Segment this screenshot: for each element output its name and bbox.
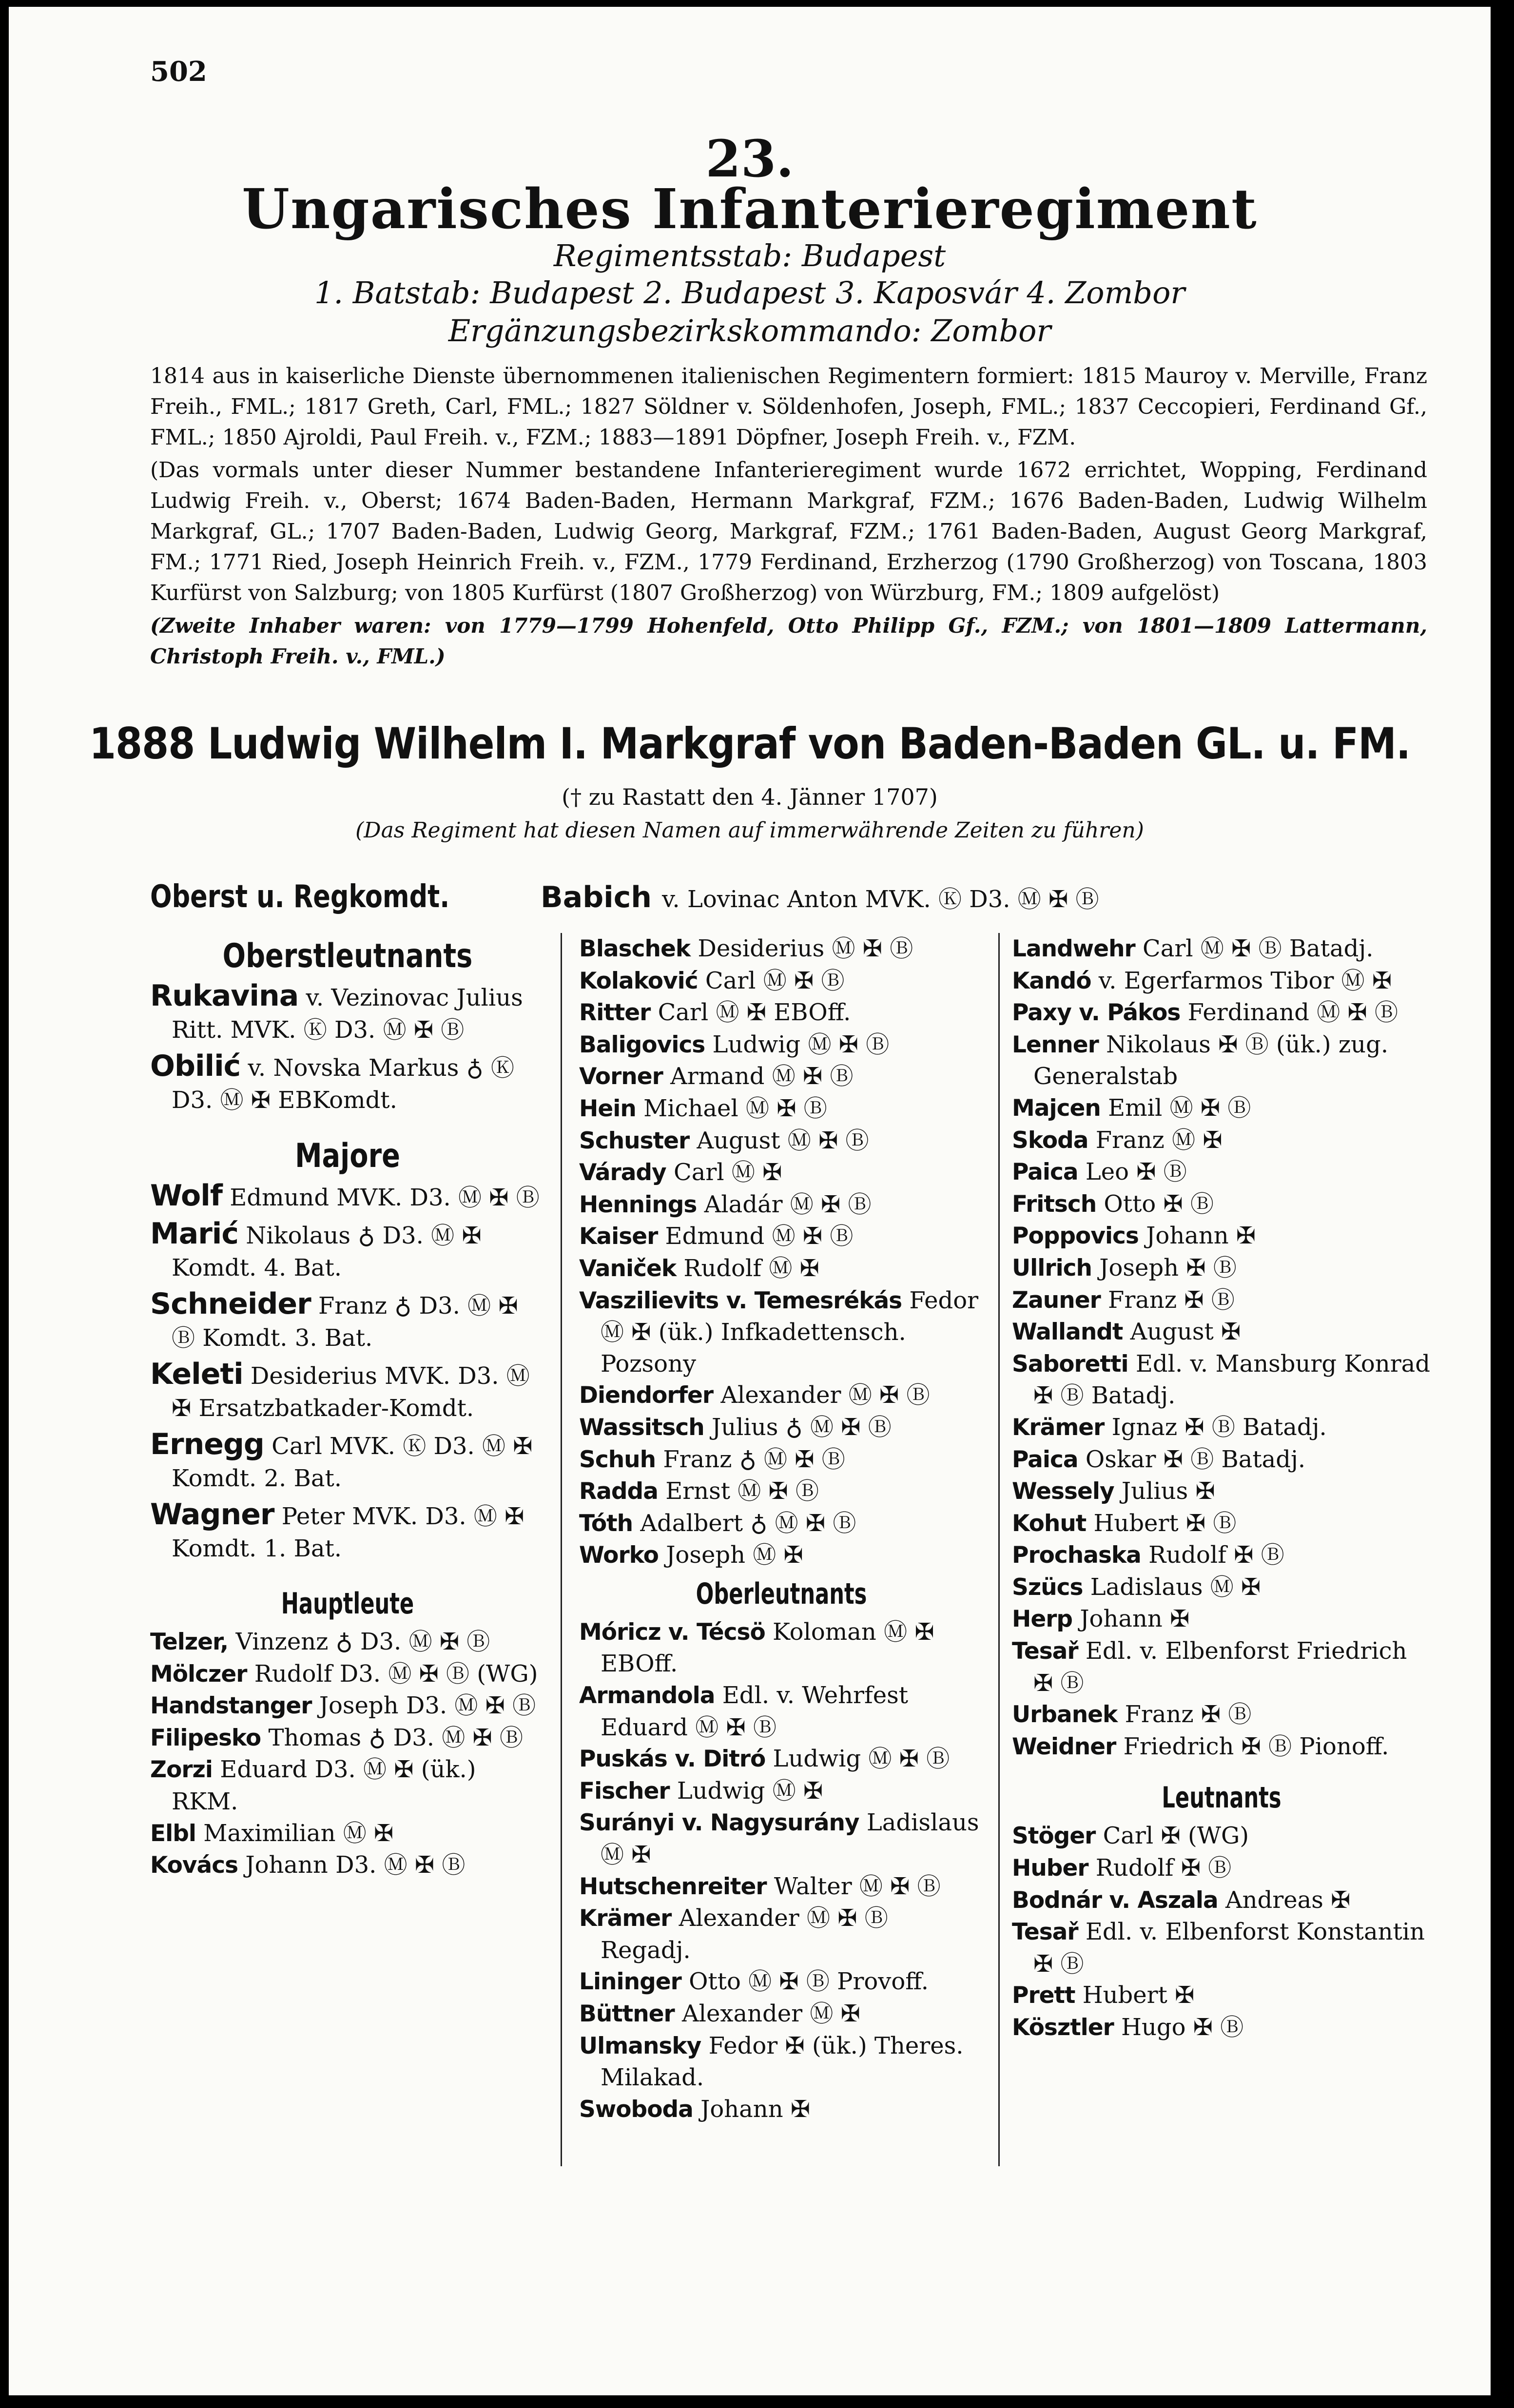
officer-details: Thomas ♁ D3. Ⓜ ✠ Ⓑ bbox=[268, 1724, 523, 1751]
officer-surname: Rukavina bbox=[150, 979, 299, 1013]
officer-details: Ferdinand Ⓜ ✠ Ⓑ bbox=[1187, 999, 1398, 1027]
officer-entry bbox=[1012, 933, 1431, 965]
column-2 bbox=[579, 933, 984, 2125]
officer-entry bbox=[579, 997, 984, 1029]
officer-entry bbox=[1012, 1125, 1431, 1157]
officer-entry bbox=[1012, 965, 1431, 997]
district-line: Ergänzungsbezirkskommando: Zombor bbox=[448, 313, 1051, 349]
inhaber-heading: 1888 Ludwig Wilhelm I. Markgraf von Baden-Baden GL. u. FM. bbox=[89, 719, 1411, 769]
officer-details: v. Egerfarmos Tibor Ⓜ ✠ bbox=[1098, 967, 1392, 994]
officer-surname: Wallandt bbox=[1012, 1319, 1123, 1346]
died-note: († zu Rastatt den 4. Jänner 1707) bbox=[562, 784, 938, 810]
officer-surname: Kovács bbox=[150, 1852, 238, 1879]
officer-surname: Armandola bbox=[579, 1682, 715, 1709]
officer-surname: Surányi v. Nagysurány bbox=[579, 1809, 859, 1837]
officer-details: Carl Ⓜ ✠ Ⓑ bbox=[705, 967, 845, 994]
section-title-oberstleutnants: Oberstleutnants bbox=[222, 937, 473, 975]
history-paragraph: (Zweite Inhaber waren: von 1779—1799 Hohenfeld, Otto Philipp Gf., FZM.; von 1801—1809 Lattermann, Christoph Freih. v., FML.) bbox=[150, 614, 1427, 668]
list-oberstleutnants bbox=[150, 980, 545, 1116]
officer-surname: Schuh bbox=[579, 1446, 656, 1473]
officer-details: Nikolaus ✠ Ⓑ (ük.) zug. Generalstab bbox=[1033, 1030, 1389, 1090]
column-divider bbox=[561, 933, 562, 2166]
officer-surname: Kösztler bbox=[1012, 2014, 1114, 2041]
officer-entry bbox=[579, 1539, 984, 1572]
officer-surname: Worko bbox=[579, 1542, 659, 1569]
officer-entry bbox=[579, 1871, 984, 1903]
officer-surname: Vaszilievits v. Temesrékás bbox=[579, 1287, 902, 1314]
officer-details: Ignaz ✠ Ⓑ Batadj. bbox=[1111, 1413, 1327, 1441]
officer-surname: Telzer, bbox=[150, 1629, 229, 1655]
officer-details: v. Vezinovac Julius Ritt. MVK. Ⓚ D3. Ⓜ ✠ Ⓑ bbox=[172, 984, 523, 1044]
officer-details: Ernst Ⓜ ✠ Ⓑ bbox=[665, 1477, 819, 1505]
officer-details: Carl Ⓜ ✠ bbox=[673, 1159, 782, 1186]
list-oberleutnants-cont bbox=[1012, 933, 1431, 1763]
officer-surname: Marić bbox=[150, 1217, 238, 1251]
officer-entry bbox=[150, 1849, 545, 1882]
officer-surname: Ulmansky bbox=[579, 2032, 701, 2059]
officer-surname: Schuster bbox=[579, 1127, 690, 1154]
officer-entry bbox=[150, 1754, 545, 1817]
officer-entry bbox=[1012, 1635, 1431, 1699]
officer-details: Koloman Ⓜ ✠ EBOff. bbox=[601, 1618, 934, 1678]
officer-surname: Tesař bbox=[1012, 1919, 1078, 1946]
officer-surname: Fritsch bbox=[1012, 1190, 1097, 1218]
column-1 bbox=[150, 933, 545, 1882]
column-3 bbox=[1012, 933, 1431, 2044]
officer-surname: Szücs bbox=[1012, 1573, 1083, 1601]
list-majore bbox=[150, 1180, 545, 1565]
officer-details: Joseph ✠ Ⓑ bbox=[1099, 1254, 1237, 1282]
officer-details: Fedor Ⓜ ✠ (ük.) Infkadettensch. Pozsony bbox=[601, 1286, 979, 1378]
officer-surname: Hutschenreiter bbox=[579, 1873, 767, 1900]
officer-entry bbox=[150, 980, 545, 1046]
officer-surname: Lininger bbox=[579, 1968, 681, 1996]
officer-surname: Vorner bbox=[579, 1063, 663, 1090]
officer-details: Hubert ✠ bbox=[1082, 1981, 1195, 2009]
officer-details: Carl ✠ (WG) bbox=[1103, 1822, 1249, 1850]
officer-details: Maximilian Ⓜ ✠ bbox=[203, 1819, 394, 1847]
officer-details: Rudolf ✠ Ⓑ bbox=[1095, 1854, 1232, 1882]
officer-surname: Fischer bbox=[579, 1777, 670, 1805]
officer-surname: Tóth bbox=[579, 1510, 633, 1537]
officer-surname: Hein bbox=[579, 1095, 636, 1122]
officer-surname: Elbl bbox=[150, 1820, 196, 1847]
officer-surname: Krämer bbox=[579, 1905, 672, 1932]
officer-entry bbox=[1012, 1220, 1431, 1252]
officer-surname: Prett bbox=[1012, 1982, 1075, 2009]
officer-surname: Paxy v. Pákos bbox=[1012, 999, 1181, 1027]
officer-surname: Tesař bbox=[1012, 1638, 1078, 1665]
officer-surname: Hennings bbox=[579, 1191, 697, 1218]
officer-entry bbox=[1012, 1284, 1431, 1317]
officer-entry bbox=[150, 1050, 545, 1116]
officer-details: August Ⓜ ✠ Ⓑ bbox=[697, 1126, 869, 1154]
officer-surname: Diendorfer bbox=[579, 1382, 714, 1409]
section-title-majore: Majore bbox=[295, 1137, 400, 1175]
officer-surname: Baligovics bbox=[579, 1031, 705, 1058]
officer-details: Johann D3. Ⓜ ✠ Ⓑ bbox=[245, 1851, 466, 1879]
officer-surname: Zauner bbox=[1012, 1286, 1101, 1314]
officer-surname: Huber bbox=[1012, 1855, 1088, 1882]
officer-surname: Majcen bbox=[1012, 1094, 1101, 1122]
officer-surname: Puskás v. Ditró bbox=[579, 1746, 766, 1773]
officer-details: Joseph D3. Ⓜ ✠ Ⓑ bbox=[319, 1692, 536, 1720]
officer-entry bbox=[579, 1253, 984, 1285]
officer-details: Adalbert ♁ Ⓜ ✠ Ⓑ bbox=[640, 1509, 856, 1537]
battalions-line: 1. Batstab: Budapest 2. Budapest 3. Kaposvár 4. Zombor bbox=[314, 275, 1185, 311]
officer-surname: Wessely bbox=[1012, 1478, 1114, 1505]
officer-entry bbox=[150, 1658, 545, 1690]
officer-details: Ladislaus Ⓜ ✠ bbox=[1090, 1573, 1261, 1601]
officer-surname: Wagner bbox=[150, 1497, 274, 1532]
history-paragraph: 1814 aus in kaiserliche Dienste übernommenen italienischen Regimentern formiert: 1815 Mauroy v. Merville, Franz Freih., FML.; 1817 Greth, Carl, FML.; 1827 Söldner v. Söldenhofen, Joseph, FML.; 1837 Ceccopieri, Ferdinand Gf., FML.; 1850 Ajroldi, Paul Freih. v., FZM.; 1883—1891 Döpfner, Joseph Freih. v., FZM. bbox=[150, 364, 1427, 450]
officer-surname: Móricz v. Técsö bbox=[579, 1618, 765, 1646]
officer-surname: Schneider bbox=[150, 1287, 311, 1321]
officer-entry bbox=[579, 1807, 984, 1870]
officer-details: Johann ✠ bbox=[1080, 1605, 1190, 1633]
officer-surname: Kohut bbox=[1012, 1510, 1087, 1537]
officer-details: Friedrich ✠ Ⓑ Pionoff. bbox=[1123, 1732, 1389, 1760]
officer-details: Johann ✠ bbox=[700, 2095, 811, 2123]
officer-surname: Mölczer bbox=[150, 1660, 247, 1688]
officer-surname: Radda bbox=[579, 1478, 658, 1505]
page bbox=[9, 7, 1491, 2395]
officer-entry bbox=[579, 1998, 984, 2030]
officer-details: Desiderius MVK. D3. Ⓜ ✠ Ersatzbatkader-Komdt. bbox=[172, 1362, 530, 1422]
officer-entry bbox=[1012, 1156, 1431, 1188]
officer-entry bbox=[150, 1358, 545, 1424]
officer-details: Hubert ✠ Ⓑ bbox=[1093, 1509, 1237, 1537]
section-title-hauptleute: Hauptleute bbox=[281, 1587, 414, 1621]
section-title-leutnants: Leutnants bbox=[1162, 1781, 1281, 1815]
staff-line: Regimentsstab: Budapest bbox=[553, 238, 946, 273]
officer-entry bbox=[579, 1125, 984, 1157]
officer-details: Carl Ⓜ ✠ Ⓑ Batadj. bbox=[1142, 935, 1374, 962]
regiment-title: Ungarisches Infanterieregiment bbox=[242, 177, 1258, 241]
officer-surname: Wassitsch bbox=[579, 1414, 704, 1441]
officer-details: Oskar ✠ Ⓑ Batadj. bbox=[1085, 1445, 1306, 1473]
officer-surname: Lenner bbox=[1012, 1031, 1099, 1058]
officer-entry bbox=[1012, 997, 1431, 1029]
officer-entry bbox=[150, 1288, 545, 1354]
officer-surname: Poppovics bbox=[1012, 1223, 1139, 1250]
officer-surname: Obilić bbox=[150, 1049, 241, 1083]
officer-details: Vinzenz ♁ D3. Ⓜ ✠ Ⓑ bbox=[235, 1628, 490, 1655]
officer-details: Julius ♁ Ⓜ ✠ Ⓑ bbox=[711, 1413, 892, 1441]
page-number: 502 bbox=[150, 56, 207, 88]
officer-entry bbox=[150, 1428, 545, 1495]
column-divider bbox=[998, 933, 1000, 2166]
officer-details: Aladár Ⓜ ✠ Ⓑ bbox=[704, 1190, 872, 1218]
officer-details: Ludwig Ⓜ ✠ bbox=[677, 1777, 823, 1805]
officer-surname: Krämer bbox=[1012, 1414, 1105, 1441]
officer-entry bbox=[1012, 1412, 1431, 1444]
officer-entry bbox=[1012, 1731, 1431, 1763]
officer-details: Emil Ⓜ ✠ Ⓑ bbox=[1108, 1094, 1251, 1122]
officer-details: Alexander Ⓜ ✠ Ⓑ bbox=[720, 1381, 930, 1409]
list-oberleutnants bbox=[579, 1616, 984, 2126]
officer-entry bbox=[1012, 1348, 1431, 1412]
officer-details: Desiderius Ⓜ ✠ Ⓑ bbox=[698, 935, 913, 962]
officer-surname: Saboretti bbox=[1012, 1350, 1128, 1378]
officer-details: Eduard D3. Ⓜ ✠ (ük.) RKM. bbox=[172, 1756, 476, 1815]
officer-surname: Landwehr bbox=[1012, 935, 1135, 962]
officer-entry bbox=[1012, 1539, 1431, 1572]
officer-entry bbox=[579, 1093, 984, 1125]
officer-entry bbox=[150, 1690, 545, 1722]
officer-details: Fedor ✠ (ük.) Theres. Milakad. bbox=[601, 2032, 964, 2092]
officer-surname: Kandó bbox=[1012, 967, 1091, 994]
officer-details: Franz ✠ Ⓑ bbox=[1108, 1286, 1235, 1314]
officer-surname: Büttner bbox=[579, 2000, 675, 2027]
officer-details: Ludwig Ⓜ ✠ Ⓑ bbox=[712, 1030, 890, 1058]
officer-details: Nikolaus ♁ D3. Ⓜ ✠ Komdt. 4. Bat. bbox=[172, 1222, 482, 1282]
officer-entry bbox=[579, 1029, 984, 1061]
officer-entry bbox=[579, 2030, 984, 2094]
officer-entry bbox=[579, 1157, 984, 1189]
officer-details: Edl. v. Mansburg Konrad ✠ Ⓑ Batadj. bbox=[1033, 1350, 1430, 1410]
officer-surname: Keleti bbox=[150, 1357, 243, 1391]
officer-entry bbox=[579, 1444, 984, 1476]
officer-surname: Ullrich bbox=[1012, 1254, 1092, 1282]
officer-surname: Kaiser bbox=[579, 1223, 658, 1250]
officer-entry bbox=[1012, 1852, 1431, 1884]
officer-details: Joseph Ⓜ ✠ bbox=[666, 1541, 803, 1569]
officer-entry bbox=[1012, 1316, 1431, 1348]
officer-surname: Stöger bbox=[1012, 1823, 1096, 1850]
officer-entry bbox=[150, 1498, 545, 1565]
officer-entry bbox=[1012, 1980, 1431, 2012]
officer-entry bbox=[579, 1508, 984, 1540]
officer-surname: Ritter bbox=[579, 999, 651, 1027]
officer-entry bbox=[579, 1616, 984, 1680]
officer-details: Rudolf Ⓜ ✠ bbox=[683, 1254, 819, 1282]
officer-entry bbox=[579, 933, 984, 965]
officer-surname: Herp bbox=[1012, 1606, 1073, 1633]
oberst-label: Oberst u. Regkomdt. bbox=[150, 879, 450, 915]
officer-entry bbox=[579, 2094, 984, 2126]
officer-entry bbox=[579, 965, 984, 997]
officer-surname: Vaniček bbox=[579, 1255, 677, 1282]
officer-entry bbox=[1012, 1476, 1431, 1508]
officer-entry bbox=[1012, 1029, 1431, 1092]
officer-details: August ✠ bbox=[1130, 1318, 1241, 1346]
officer-surname: Handstanger bbox=[150, 1692, 312, 1720]
officer-entry bbox=[579, 1189, 984, 1221]
officer-entry bbox=[1012, 1603, 1431, 1635]
officer-entry bbox=[579, 1476, 984, 1508]
officer-details: Otto Ⓜ ✠ Ⓑ Provoff. bbox=[689, 1968, 929, 1996]
officer-surname: Skoda bbox=[1012, 1126, 1088, 1154]
officer-details: Alexander Ⓜ ✠ Ⓑ Regadj. bbox=[601, 1904, 888, 1964]
officer-details: Franz ✠ Ⓑ bbox=[1125, 1701, 1252, 1728]
officer-details: Andreas ✠ bbox=[1225, 1886, 1351, 1914]
officer-surname: Wolf bbox=[150, 1179, 222, 1213]
regiment-number: 23. bbox=[705, 129, 794, 189]
officer-details: Rudolf D3. Ⓜ ✠ Ⓑ (WG) bbox=[254, 1660, 538, 1688]
officer-entry bbox=[150, 1180, 545, 1214]
officer-surname: Filipesko bbox=[150, 1724, 261, 1751]
officer-details: Carl MVK. Ⓚ D3. Ⓜ ✠ Komdt. 2. Bat. bbox=[172, 1433, 533, 1492]
officer-entry bbox=[579, 1061, 984, 1093]
officer-surname: Zorzi bbox=[150, 1756, 213, 1784]
officer-entry bbox=[1012, 1508, 1431, 1540]
officer-details: Peter MVK. D3. Ⓜ ✠ Komdt. 1. Bat. bbox=[172, 1503, 524, 1562]
officer-details: Armand Ⓜ ✠ Ⓑ bbox=[670, 1063, 854, 1090]
officer-surname: Blaschek bbox=[579, 935, 691, 962]
officer-details: Edmund MVK. D3. Ⓜ ✠ Ⓑ bbox=[230, 1184, 540, 1211]
officer-details: Rudolf ✠ Ⓑ bbox=[1148, 1541, 1284, 1569]
officer-details: Edl. v. Elbenforst Friedrich ✠ Ⓑ bbox=[1033, 1637, 1407, 1697]
history-paragraph: (Das vormals unter dieser Nummer bestandene Infanterieregiment wurde 1672 errichtet, Wopping, Ferdinand Ludwig Freih. v., Oberst; 1674 Baden-Baden, Hermann Markgraf, FZM.; 1676 Baden-Baden, Ludwig Wilhelm Markgraf, GL.; 1707 Baden-Baden, Ludwig Georg, Markgraf, FZM.; 1761 Baden-Baden, August Georg Markgraf, FM.; 1771 Ried, Joseph Heinrich Freih. v., FZM., 1779 Ferdinand, Erzherzog (1790 Großherzog) von Toscana, 1803 Kurfürst von Salzburg; von 1805 Kurfürst (1807 Großherzog) von Würzburg, FM.; 1809 aufgelöst) bbox=[150, 458, 1427, 605]
officer-details: Leo ✠ Ⓑ bbox=[1085, 1158, 1187, 1186]
list-hauptleute bbox=[150, 1626, 545, 1882]
officer-entry bbox=[150, 1722, 545, 1754]
officer-details: Walter Ⓜ ✠ Ⓑ bbox=[774, 1872, 941, 1900]
officer-entry bbox=[579, 1285, 984, 1380]
history-block bbox=[150, 361, 1427, 672]
officer-surname: Urbanek bbox=[1012, 1701, 1118, 1728]
officer-surname: Ernegg bbox=[150, 1427, 264, 1461]
officer-entry bbox=[150, 1218, 545, 1284]
officer-surname: Kolaković bbox=[579, 967, 698, 994]
list-hauptleute-cont bbox=[579, 933, 984, 1572]
officer-entry bbox=[150, 1818, 545, 1850]
officer-details: Ludwig Ⓜ ✠ Ⓑ bbox=[773, 1745, 950, 1773]
officer-details: Alexander Ⓜ ✠ bbox=[682, 2000, 860, 2027]
officer-surname: Weidner bbox=[1012, 1733, 1116, 1760]
officer-details: Ladislaus Ⓜ ✠ bbox=[601, 1809, 979, 1869]
officer-entry bbox=[1012, 1699, 1431, 1731]
officer-details: Michael Ⓜ ✠ Ⓑ bbox=[643, 1094, 827, 1122]
officer-surname: Paica bbox=[1012, 1159, 1078, 1186]
officer-entry bbox=[579, 1743, 984, 1775]
officer-entry bbox=[579, 1903, 984, 1966]
oberst-name: Babich bbox=[540, 880, 652, 914]
officer-entry bbox=[1012, 1820, 1431, 1852]
officer-surname: Prochaska bbox=[1012, 1542, 1141, 1569]
officer-details: Carl Ⓜ ✠ EBOff. bbox=[658, 999, 851, 1027]
officer-details: v. Novska Markus ♁ Ⓚ D3. Ⓜ ✠ EBKomdt. bbox=[172, 1054, 514, 1114]
officer-entry bbox=[1012, 1884, 1431, 1917]
officer-entry bbox=[1012, 1572, 1431, 1604]
officer-entry bbox=[150, 1626, 545, 1658]
officer-entry bbox=[579, 1680, 984, 1743]
officer-entry bbox=[1012, 1252, 1431, 1284]
officer-surname: Swoboda bbox=[579, 2096, 693, 2123]
officer-details: Franz ♁ D3. Ⓜ ✠ Ⓑ Komdt. 3. Bat. bbox=[172, 1292, 518, 1352]
officer-entry bbox=[1012, 1188, 1431, 1221]
officer-entry bbox=[1012, 1444, 1431, 1476]
officer-entry bbox=[1012, 1916, 1431, 1980]
officer-entry bbox=[579, 1379, 984, 1412]
officer-details: Edl. v. Wehrfest Eduard Ⓜ ✠ Ⓑ bbox=[601, 1682, 909, 1741]
officer-entry bbox=[579, 1221, 984, 1253]
oberst-row bbox=[150, 877, 1466, 915]
officer-entry bbox=[579, 1412, 984, 1444]
officer-entry bbox=[579, 1775, 984, 1807]
officer-entry bbox=[1012, 2012, 1431, 2044]
officer-details: Johann ✠ bbox=[1146, 1222, 1256, 1250]
oberst-details: v. Lovinac Anton MVK. Ⓚ D3. Ⓜ ✠ Ⓑ bbox=[662, 886, 1099, 913]
officer-details: Franz Ⓜ ✠ bbox=[1095, 1126, 1223, 1154]
section-title-oberleutnants: Oberleutnants bbox=[696, 1576, 867, 1611]
officer-surname: Paica bbox=[1012, 1446, 1078, 1473]
officer-surname: Várady bbox=[579, 1159, 666, 1186]
officer-details: Franz ♁ Ⓜ ✠ Ⓑ bbox=[663, 1445, 845, 1473]
officer-entry bbox=[1012, 1092, 1431, 1125]
honor-note: (Das Regiment hat diesen Namen auf immerwährende Zeiten zu führen) bbox=[355, 818, 1144, 843]
officer-entry bbox=[579, 1966, 984, 1998]
officer-details: Edmund Ⓜ ✠ Ⓑ bbox=[665, 1223, 854, 1250]
officer-details: Hugo ✠ Ⓑ bbox=[1121, 2014, 1244, 2041]
officer-surname: Bodnár v. Aszala bbox=[1012, 1886, 1218, 1914]
officer-details: Julius ✠ bbox=[1121, 1477, 1215, 1505]
officer-details: Otto ✠ Ⓑ bbox=[1104, 1190, 1214, 1218]
officer-details: Edl. v. Elbenforst Konstantin ✠ Ⓑ bbox=[1033, 1918, 1425, 1978]
list-leutnants bbox=[1012, 1820, 1431, 2043]
